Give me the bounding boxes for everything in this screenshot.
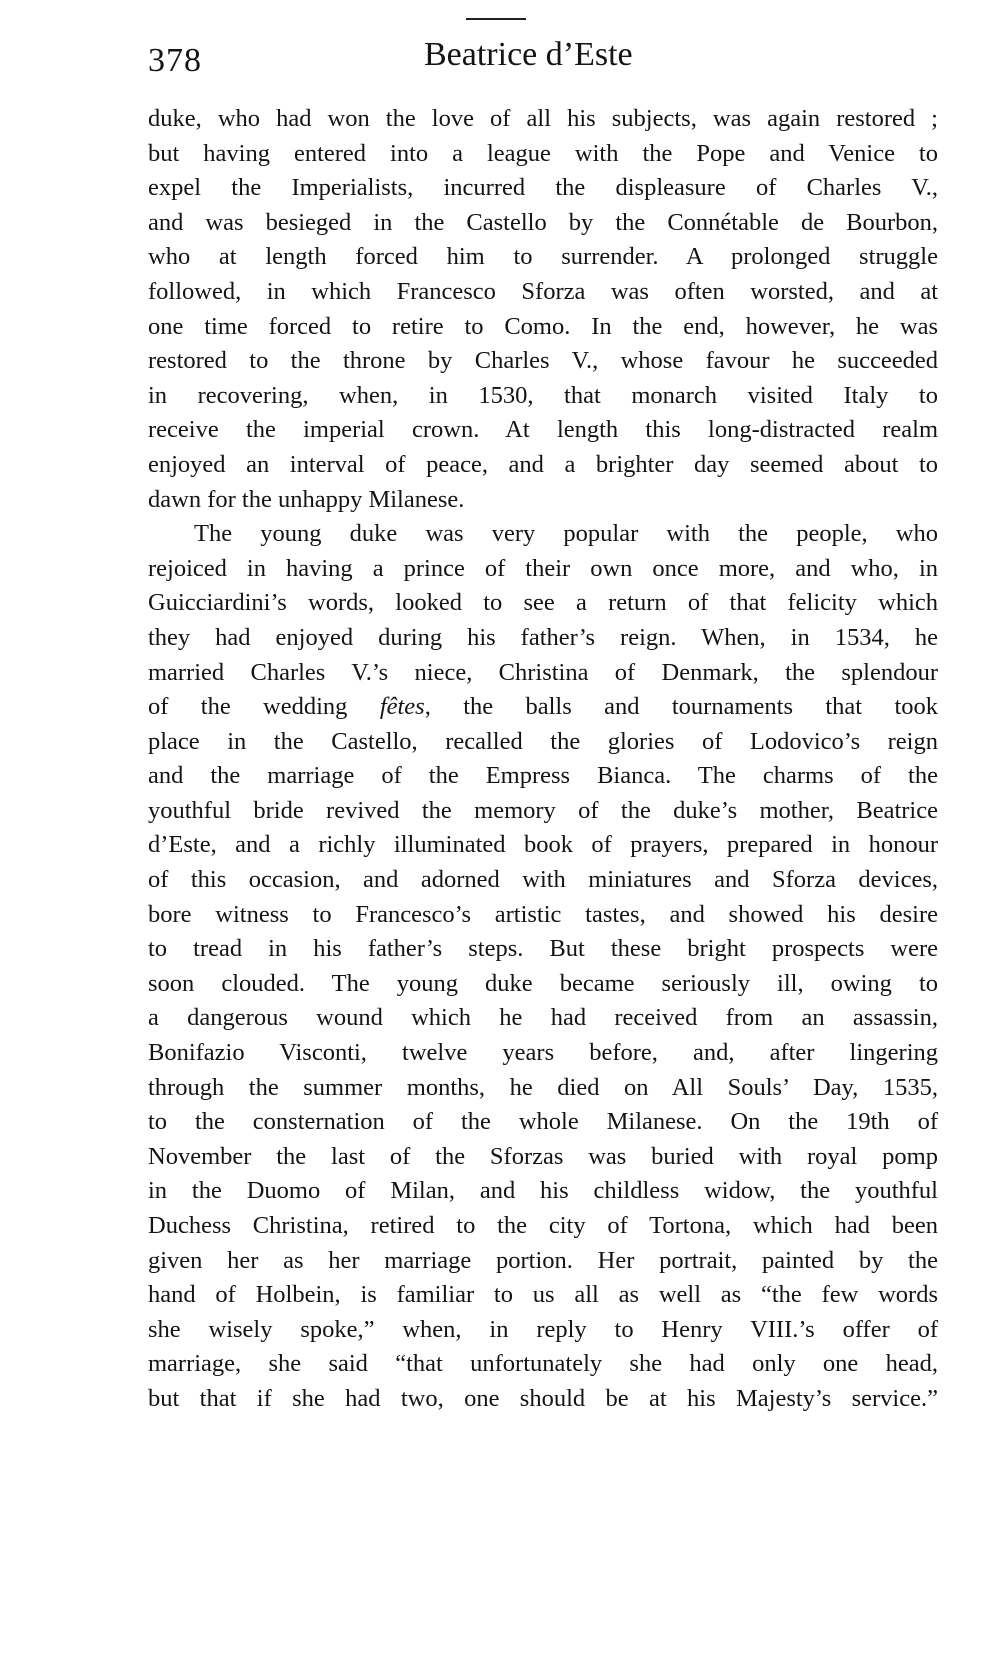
text-line: November the last of the Sforzas was buried with royal pomp bbox=[148, 1142, 938, 1170]
text-line: and was besieged in the Castello by the Connétable de Bourbon, bbox=[148, 208, 938, 236]
text-line: given her as her marriage portion. Her portrait, painted by the bbox=[148, 1246, 938, 1274]
text-line: Bonifazio Visconti, twelve years before, and, after lingering bbox=[148, 1039, 938, 1067]
text-line: soon clouded. The young duke became seriously ill, owing to bbox=[148, 969, 938, 997]
text-line: to tread in his father’s steps. But these bright prospects were bbox=[148, 935, 938, 963]
text-line: expel the Imperialists, incurred the displeasure of Charles V., bbox=[148, 174, 938, 202]
top-rule bbox=[466, 18, 526, 20]
text-line: in recovering, when, in 1530, that monarch visited Italy to bbox=[148, 381, 938, 409]
text-line: receive the imperial crown. At length this long-distracted realm bbox=[148, 416, 938, 444]
text-line: enjoyed an interval of peace, and a brighter day seemed about to bbox=[148, 450, 938, 478]
text-line: to the consternation of the whole Milanese. On the 19th of bbox=[148, 1108, 938, 1136]
text-line: she wisely spoke,” when, in reply to Henry VIII.’s offer of bbox=[148, 1315, 938, 1343]
text-line: d’Este, and a richly illuminated book of prayers, prepared in honour bbox=[148, 831, 938, 859]
fetes-line-text: of the wedding fêtes, the balls and tournaments that took bbox=[148, 693, 938, 721]
text-line: followed, in which Francesco Sforza was often worsted, and at bbox=[148, 277, 938, 305]
text-line: hand of Holbein, is familiar to us all as well as “the few words bbox=[148, 1281, 938, 1309]
text-line: but that if she had two, one should be at his Majesty’s service.” bbox=[148, 1384, 938, 1412]
text-line: who at length forced him to surrender. A prolonged struggle bbox=[148, 243, 938, 271]
text-line: restored to the throne by Charles V., whose favour he succeeded bbox=[148, 347, 938, 375]
text-line: duke, who had won the love of all his subjects, was again restored ; bbox=[148, 105, 938, 132]
text-line: they had enjoyed during his father’s reign. When, in 1534, he bbox=[148, 623, 938, 651]
text-line: married Charles V.’s niece, Christina of Denmark, the splendour bbox=[148, 658, 938, 686]
text-line: of this occasion, and adorned with miniatures and Sforza devices, bbox=[148, 866, 938, 894]
text-line: marriage, she said “that unfortunately she had only one head, bbox=[148, 1350, 938, 1378]
text-line: and the marriage of the Empress Bianca. The charms of the bbox=[148, 762, 938, 790]
running-title: Beatrice d’Este bbox=[424, 36, 633, 73]
text-line: but having entered into a league with the Pope and Venice to bbox=[148, 139, 938, 167]
text-line: one time forced to retire to Como. In the end, however, he was bbox=[148, 312, 938, 340]
text-line: youthful bride revived the memory of the duke’s mother, Beatrice bbox=[148, 796, 938, 824]
text-line: through the summer months, he died on All Souls’ Day, 1535, bbox=[148, 1073, 938, 1101]
text-line: Duchess Christina, retired to the city of Tortona, which had been bbox=[148, 1212, 938, 1239]
text-line: a dangerous wound which he had received from an assassin, bbox=[148, 1004, 938, 1032]
text-line: in the Duomo of Milan, and his childless widow, the youthful bbox=[148, 1177, 938, 1205]
paragraph-start-line: The young duke was very popular with the people, who bbox=[194, 520, 938, 548]
page-header bbox=[148, 36, 938, 80]
page-number: 378 bbox=[148, 42, 202, 79]
text-line: place in the Castello, recalled the glories of Lodovico’s reign bbox=[148, 727, 938, 755]
text-line: bore witness to Francesco’s artistic tastes, and showed his desire bbox=[148, 900, 938, 928]
text-line-fetes bbox=[148, 690, 938, 725]
body-text bbox=[148, 102, 938, 1417]
text-line: Guicciardini’s words, looked to see a return of that felicity which bbox=[148, 589, 938, 617]
text-line: rejoiced in having a prince of their own once more, and who, in bbox=[148, 554, 938, 582]
text-line: dawn for the unhappy Milanese. bbox=[148, 485, 465, 513]
